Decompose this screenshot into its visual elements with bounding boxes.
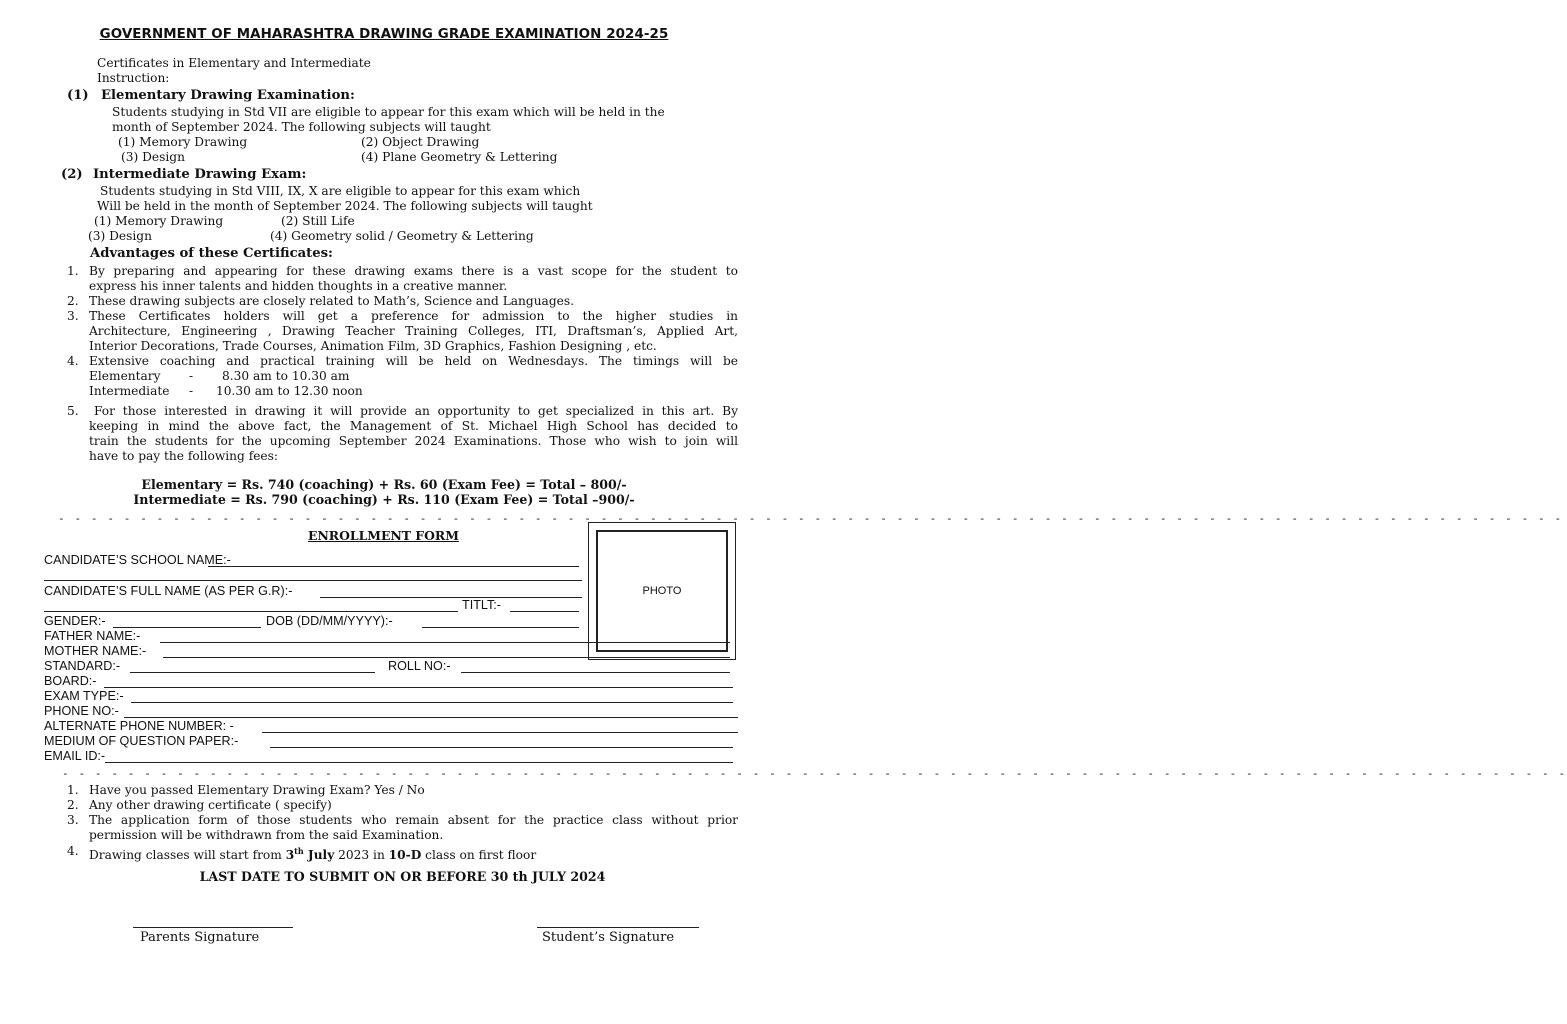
advantage-line: keeping in mind the above fact, the Management of St. Michael High School has decided to: [89, 419, 738, 433]
timing-level: Intermediate: [89, 384, 170, 398]
q4-day-suffix: th: [294, 846, 304, 856]
question-num: 1.: [67, 783, 79, 797]
question-text: Any other drawing certificate ( specify): [89, 798, 332, 812]
question-text: permission will be withdrawn from the said Examination.: [89, 828, 444, 842]
intermediate-subject: (3) Design: [88, 229, 152, 243]
field-examtype-label: EXAM TYPE:-: [44, 689, 124, 703]
separator: - - - - - - - - - - - - - - - - - - - - - - - - - - - - - - - - - - - - - - - - - - - - - - - - - - - - - - - - - - - - - - - - - - - - - - - - - - - - - - - - - - - - - - - - - - - -: [62, 767, 1567, 780]
full-name-field-continued[interactable]: [44, 598, 458, 612]
question-num: 3.: [67, 813, 79, 827]
advantage-line: For those interested in drawing it will provide an opportunity to get specialized in this art. By: [94, 404, 738, 418]
school-name-field-continued[interactable]: [44, 567, 582, 581]
elementary-subject: (1) Memory Drawing: [118, 135, 248, 149]
email-field[interactable]: [105, 749, 733, 763]
field-dob-label: DOB (DD/MM/YYYY):-: [266, 614, 393, 628]
field-altphone-label: ALTERNATE PHONE NUMBER: -: [44, 719, 234, 733]
advantage-line: Extensive coaching and practical training will be held on Wednesdays. The timings will be: [89, 354, 738, 368]
school-name-field[interactable]: [208, 553, 579, 567]
full-name-field[interactable]: [320, 584, 582, 598]
advantage-line: Architecture, Engineering , Drawing Teacher Training Colleges, ITI, Draftsman’s, Applied Art,: [89, 324, 738, 338]
field-fullname-label: CANDIDATE’S FULL NAME (AS PER G.R):-: [44, 584, 293, 598]
advantage-num: 3.: [67, 309, 79, 323]
elementary-subject: (4) Plane Geometry & Lettering: [361, 150, 558, 164]
elementary-heading: Elementary Drawing Examination:: [101, 88, 355, 103]
field-title-label: TITLT:-: [462, 598, 501, 612]
elementary-subject: (3) Design: [121, 150, 185, 164]
field-roll-label: ROLL NO:-: [388, 659, 451, 673]
q4-post: class on first floor: [421, 848, 537, 863]
question-num: 4.: [67, 844, 79, 858]
q4-month: July: [303, 848, 335, 863]
advantage-line: Interior Decorations, Trade Courses, Animation Film, 3D Graphics, Fashion Designing , etc.: [89, 339, 657, 353]
advantage-line: These drawing subjects are closely related to Math’s, Science and Languages.: [89, 294, 574, 308]
advantage-line: By preparing and appearing for these drawing exams there is a vast scope for the student to: [89, 264, 738, 278]
advantage-line: express his inner talents and hidden thoughts in a creative manner.: [89, 279, 508, 293]
field-board-label: BOARD:-: [44, 674, 97, 688]
question-num: 2.: [67, 798, 79, 812]
elementary-subject: (2) Object Drawing: [361, 135, 480, 149]
intermediate-heading-num: (2): [61, 167, 83, 182]
standard-field[interactable]: [130, 659, 375, 673]
question-text: [89, 844, 536, 863]
q4-day: 3: [285, 848, 295, 863]
advantage-line: train the students for the upcoming September 2024 Examinations. Those who wish to join will: [89, 434, 738, 448]
phone-field[interactable]: [124, 704, 738, 718]
intermediate-subject: (2) Still Life: [281, 214, 355, 228]
advantage-num: 4.: [67, 354, 79, 368]
intermediate-text-2: Will be held in the month of September 2024. The following subjects will taught: [97, 199, 593, 213]
intermediate-subject: (1) Memory Drawing: [94, 214, 224, 228]
separator: - - - - - - - - - - - - - - - - - - - - - - - - - - - - - - - - - - - - - - - - - - - - - - - - - - - - - - - - - - - - - - - - - - - - - - - - - - - - - - - - - - - - - - - - - - - -: [58, 512, 1563, 525]
fee-elementary: Elementary = Rs. 740 (coaching) + Rs. 60 (Exam Fee) = Total – 800/-: [141, 477, 627, 492]
question-text: Have you passed Elementary Drawing Exam? Yes / No: [89, 783, 425, 797]
elementary-heading-num: (1): [67, 88, 89, 103]
advantages-heading: Advantages of these Certificates:: [90, 246, 333, 261]
intro-line-2: Instruction:: [97, 71, 170, 85]
alt-phone-field[interactable]: [262, 719, 738, 733]
q4-class: 10-D: [388, 848, 422, 863]
parents-signature-label: Parents Signature: [140, 930, 260, 945]
mother-name-field[interactable]: [163, 644, 730, 658]
field-phone-label: PHONE NO:-: [44, 704, 119, 718]
form-title: ENROLLMENT FORM: [308, 528, 459, 543]
q4-mid: 2023 in: [334, 848, 389, 863]
field-medium-label: MEDIUM OF QUESTION PAPER:-: [44, 734, 239, 748]
photo-label: PHOTO: [642, 585, 682, 597]
timing-time: 10.30 am to 12.30 noon: [216, 384, 363, 398]
parents-signature-line[interactable]: [133, 927, 293, 928]
last-date: LAST DATE TO SUBMIT ON OR BEFORE 30 th JULY 2024: [199, 869, 606, 884]
timing-sep: -: [189, 369, 194, 383]
timing-level: Elementary: [89, 369, 161, 383]
elementary-text-1: Students studying in Std VII are eligible to appear for this exam which will be held in the: [112, 105, 665, 119]
student-signature-label: Student’s Signature: [542, 930, 675, 945]
field-gender-label: GENDER:-: [44, 614, 106, 628]
medium-field[interactable]: [270, 734, 733, 748]
title-field[interactable]: [510, 598, 579, 612]
advantage-num: 1.: [67, 264, 79, 278]
student-signature-line[interactable]: [537, 927, 699, 928]
advantage-line: These Certificates holders will get a preference for admission to the higher studies in: [89, 309, 738, 323]
fee-intermediate: Intermediate = Rs. 790 (coaching) + Rs. 110 (Exam Fee) = Total –900/-: [133, 492, 635, 507]
advantage-num: 5.: [67, 404, 79, 418]
intermediate-subject: (4) Geometry solid / Geometry & Lettering: [270, 229, 534, 243]
roll-no-field[interactable]: [461, 659, 730, 673]
father-name-field[interactable]: [160, 629, 730, 643]
field-mother-label: MOTHER NAME:-: [44, 644, 147, 658]
intro-line-1: Certificates in Elementary and Intermediate: [97, 56, 371, 70]
advantage-line: have to pay the following fees:: [89, 449, 278, 463]
timing-sep: -: [189, 384, 194, 398]
field-school-label: CANDIDATE’S SCHOOL NAME:-: [44, 553, 231, 567]
dob-field[interactable]: [422, 614, 579, 628]
gender-field[interactable]: [113, 614, 261, 628]
exam-type-field[interactable]: [131, 689, 733, 703]
q4-pre: Drawing classes will start from: [89, 848, 286, 863]
field-father-label: FATHER NAME:-: [44, 629, 141, 643]
intermediate-heading: Intermediate Drawing Exam:: [93, 167, 307, 182]
timing-time: 8.30 am to 10.30 am: [222, 369, 350, 383]
elementary-text-2: month of September 2024. The following subjects will taught: [112, 120, 491, 134]
field-email-label: EMAIL ID:-: [44, 749, 106, 763]
page-title: GOVERNMENT OF MAHARASHTRA DRAWING GRADE EXAMINATION 2024-25: [99, 27, 669, 42]
board-field[interactable]: [104, 674, 733, 688]
intermediate-text-1: Students studying in Std VIII, IX, X are eligible to appear for this exam which: [100, 184, 581, 198]
question-text: The application form of those students who remain absent for the practice class without prior: [89, 813, 738, 827]
field-standard-label: STANDARD:-: [44, 659, 121, 673]
advantage-num: 2.: [67, 294, 79, 308]
